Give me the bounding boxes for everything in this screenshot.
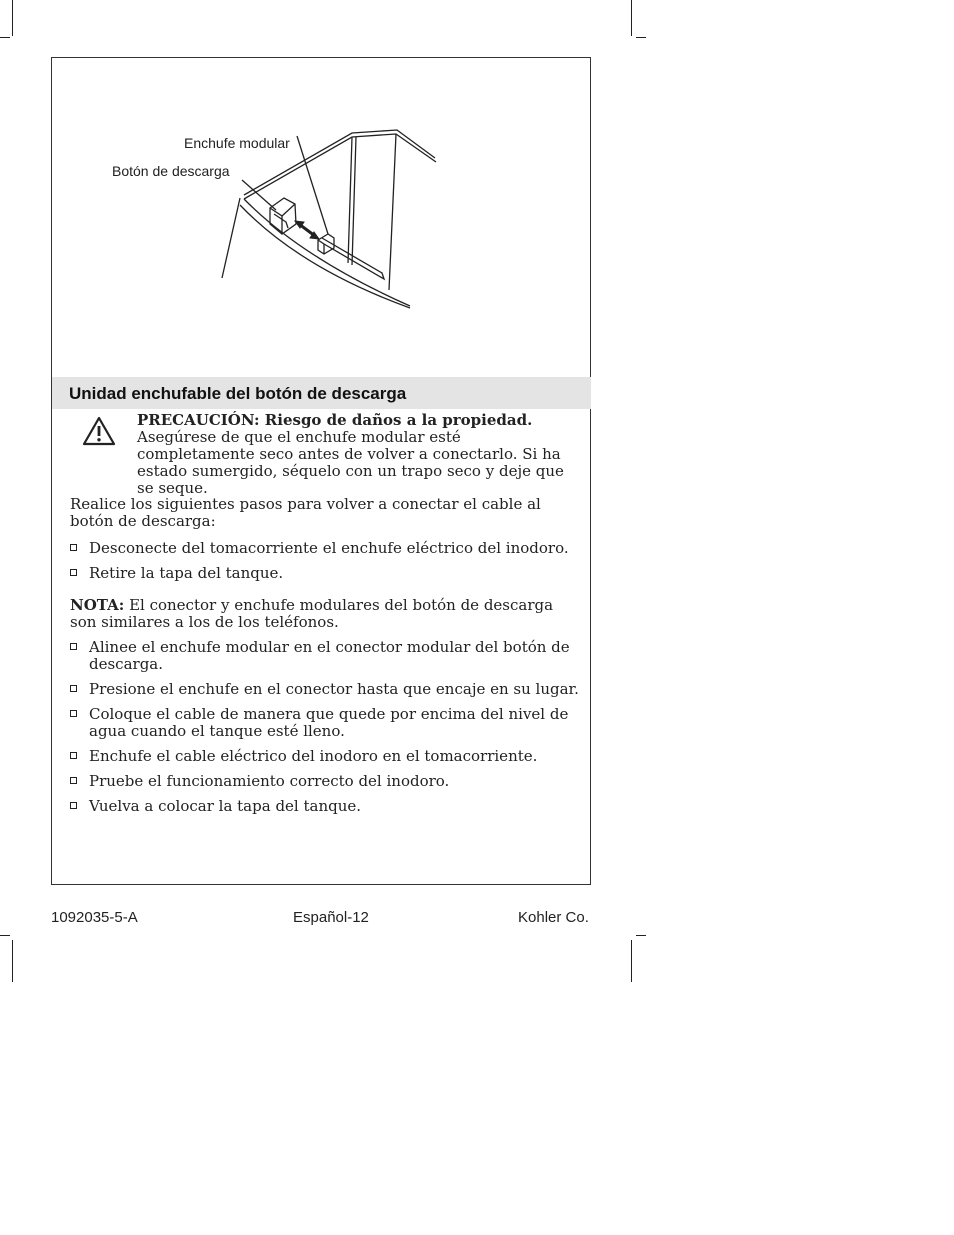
list-item: Vuelva a colocar la tapa del tanque. (70, 798, 580, 815)
list-item: Desconecte del tomacorriente el enchufe eléctrico del inodoro. (70, 540, 580, 557)
list-item: Retire la tapa del tanque. (70, 565, 580, 582)
flush-button-illustration (52, 58, 592, 376)
list-item: Enchufe el cable eléctrico del inodoro en el tomacorriente. (70, 748, 580, 765)
content-frame (51, 57, 591, 885)
footer-company: Kohler Co. (518, 909, 589, 926)
caution-body: Asegúrese de que el enchufe modular esté completamente seco antes de volver a conectarlo. Si ha estado sumergido, séquelo con un trapo seco y deje que se seque. (137, 428, 564, 497)
note-paragraph (70, 597, 580, 631)
crop-mark (12, 940, 13, 982)
steps-list-b (70, 639, 580, 823)
checkbox-bullet-icon (70, 777, 77, 784)
list-item: Coloque el cable de manera que quede por encima del nivel de agua cuando el tanque esté lleno. (70, 706, 580, 740)
checkbox-bullet-icon (70, 569, 77, 576)
steps-list-a (70, 540, 580, 590)
checkbox-bullet-icon (70, 544, 77, 551)
section-title: Unidad enchufable del botón de descarga (69, 384, 407, 403)
crop-mark (12, 0, 13, 36)
checkbox-bullet-icon (70, 752, 77, 759)
crop-mark (0, 935, 10, 936)
checkbox-bullet-icon (70, 802, 77, 809)
list-item: Alinee el enchufe modular en el conector modular del botón de descarga. (70, 639, 580, 673)
crop-mark (631, 0, 632, 36)
crop-mark (636, 37, 646, 38)
section-header (52, 377, 591, 409)
footer-doc-number: 1092035-5-A (51, 909, 138, 926)
crop-mark (0, 37, 10, 38)
intro-paragraph: Realice los siguientes pasos para volver a conectar el cable al botón de descarga: (70, 495, 541, 530)
crop-mark (636, 935, 646, 936)
caution-lead: PRECAUCIÓN: Riesgo de daños a la propiedad. (137, 411, 533, 429)
note-lead: NOTA: (70, 596, 125, 614)
warning-icon (82, 416, 116, 446)
tank-diagram (52, 58, 592, 376)
note-body: El conector y enchufe modulares del botón de descarga son similares a los de los teléfonos. (70, 596, 554, 631)
checkbox-bullet-icon (70, 710, 77, 717)
label-modular-plug: Enchufe modular (184, 135, 290, 151)
list-item: Presione el enchufe en el conector hasta que encaje en su lugar. (70, 681, 580, 698)
label-flush-button: Botón de descarga (112, 163, 230, 179)
caution-text (137, 412, 577, 497)
checkbox-bullet-icon (70, 643, 77, 650)
crop-mark (631, 940, 632, 982)
list-item: Pruebe el funcionamiento correcto del inodoro. (70, 773, 580, 790)
footer-page-number: Español-12 (293, 909, 369, 926)
checkbox-bullet-icon (70, 685, 77, 692)
